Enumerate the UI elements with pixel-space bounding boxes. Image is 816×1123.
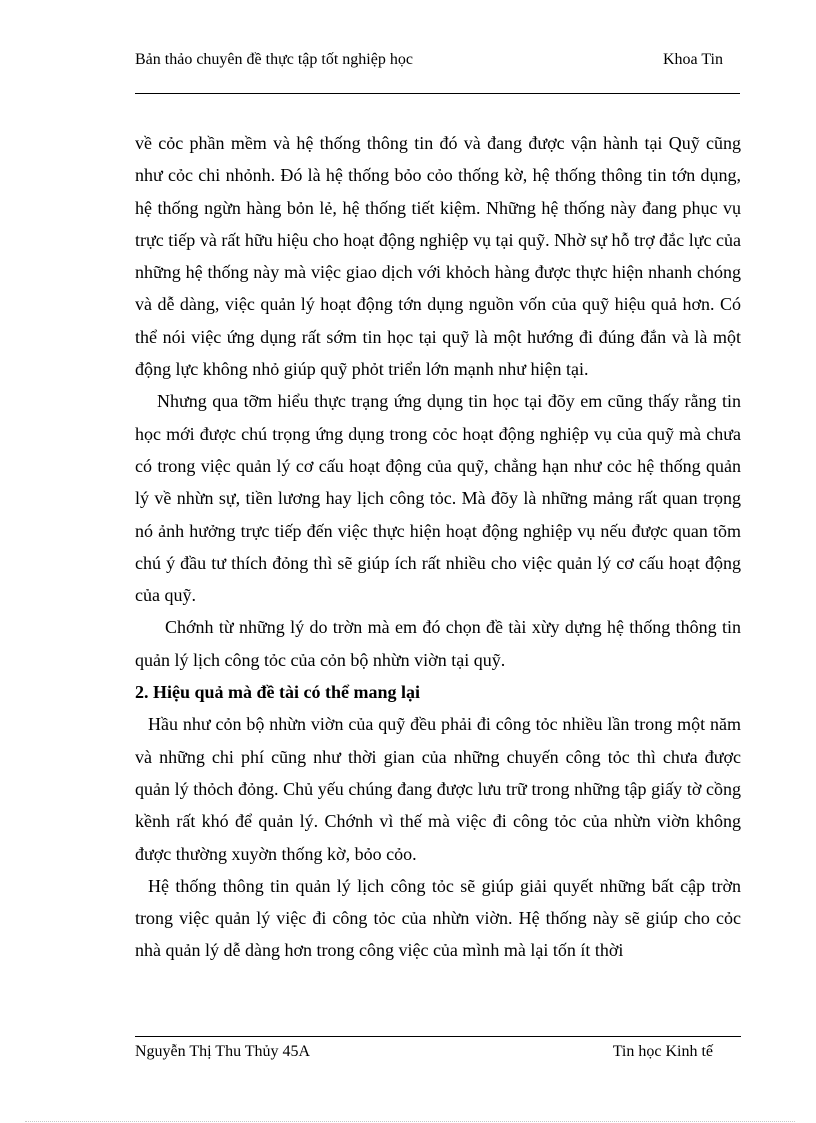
paragraph-software-systems: về cỏc phần mềm và hệ thống thông tin đó và đang được vận hành tại Quỹ cũng như cỏc chi nhỏnh. Đó là hệ thống bỏo cỏo thống kờ, hệ thống thông tin tớn dụng, hệ thống ngừn hàng bỏn lẻ, hệ thống tiết kiệm. Những hệ thống này đang phục vụ trực tiếp và rất hữu hiệu cho hoạt động nghiệp vụ tại quỹ. Nhờ sự hỗ trợ đắc lực của những hệ thống này mà việc giao dịch với khỏch hàng được thực hiện nhanh chóng và dễ dàng, việc quản lý hoạt động tớn dụng nguồn vốn của quỹ hiệu quả hơn. Có thể nói việc ứng dụng rất sớm tin học tại quỹ là một hướng đi đúng đắn và là một động lực không nhỏ giúp quỹ phỏt triển lớn mạnh như hiện tại. [135, 133, 741, 380]
document-body [135, 127, 741, 967]
paragraph-topic-choice: Chớnh từ những lý do trờn mà em đó chọn đề tài xừy dựng hệ thống thông tin quản lý lịch công tỏc của cỏn bộ nhừn viờn tại quỹ. [135, 617, 741, 670]
footer-major: Tin học Kinh tế [612, 1043, 713, 1060]
paragraph-business-trips: Hầu như cỏn bộ nhừn viờn của quỹ đều phải đi công tỏc nhiều lần trong một năm và những chi phí cũng như thời gian của những chuyến công tỏc thì chưa được quản lý thỏch đỏng. Chủ yếu chúng đang được lưu trữ trong những tập giấy tờ cồng kềnh rất khó để quản lý. Chớnh vì thế mà việc đi công tỏc của nhừn viờn không được thường xuyờn thống kờ, bỏo cỏo. [135, 714, 741, 864]
paragraph-system-benefits: Hệ thống thông tin quản lý lịch công tỏc sẽ giúp giải quyết những bất cập trờn trong việc quản lý việc đi công tỏc của nhừn viờn. Hệ thống này sẽ giúp cho cỏc nhà quản lý dễ dàng hơn trong công việc của mình mà lại tốn ít thời [135, 875, 741, 961]
paragraph-current-situation: Nhưng qua tỡm hiểu thực trạng ứng dụng tin học tại đõy em cũng thấy rằng tin học mới được chú trọng ứng dụng trong cỏc hoạt động nghiệp vụ của quỹ mà chưa có trong việc quản lý cơ cấu hoạt động của quỹ, chẳng hạn như cỏc hệ thống quản lý về nhừn sự, tiền lương hay lịch công tỏc. Mà đõy là những mảng rất quan trọng nó ảnh hưởng trực tiếp đến việc thực hiện hoạt động nghiệp vụ nếu được quan tõm chú ý đầu tư thích đỏng thì sẽ giúp ích rất nhiều cho việc quản lý cơ cấu hoạt động của quỹ. [135, 391, 741, 606]
section-heading-benefits: 2. Hiệu quả mà đề tài có thể mang lại [135, 682, 421, 703]
footer-author: Nguyễn Thị Thu Thủy 45A [135, 1043, 311, 1060]
page-footer [135, 1036, 741, 1060]
page-edge-divider [25, 1121, 795, 1122]
header-faculty: Khoa Tin [662, 51, 723, 68]
header-document-title: Bản thảo chuyên đề thực tập tốt nghiệp học [135, 51, 413, 68]
page-header [135, 47, 740, 94]
